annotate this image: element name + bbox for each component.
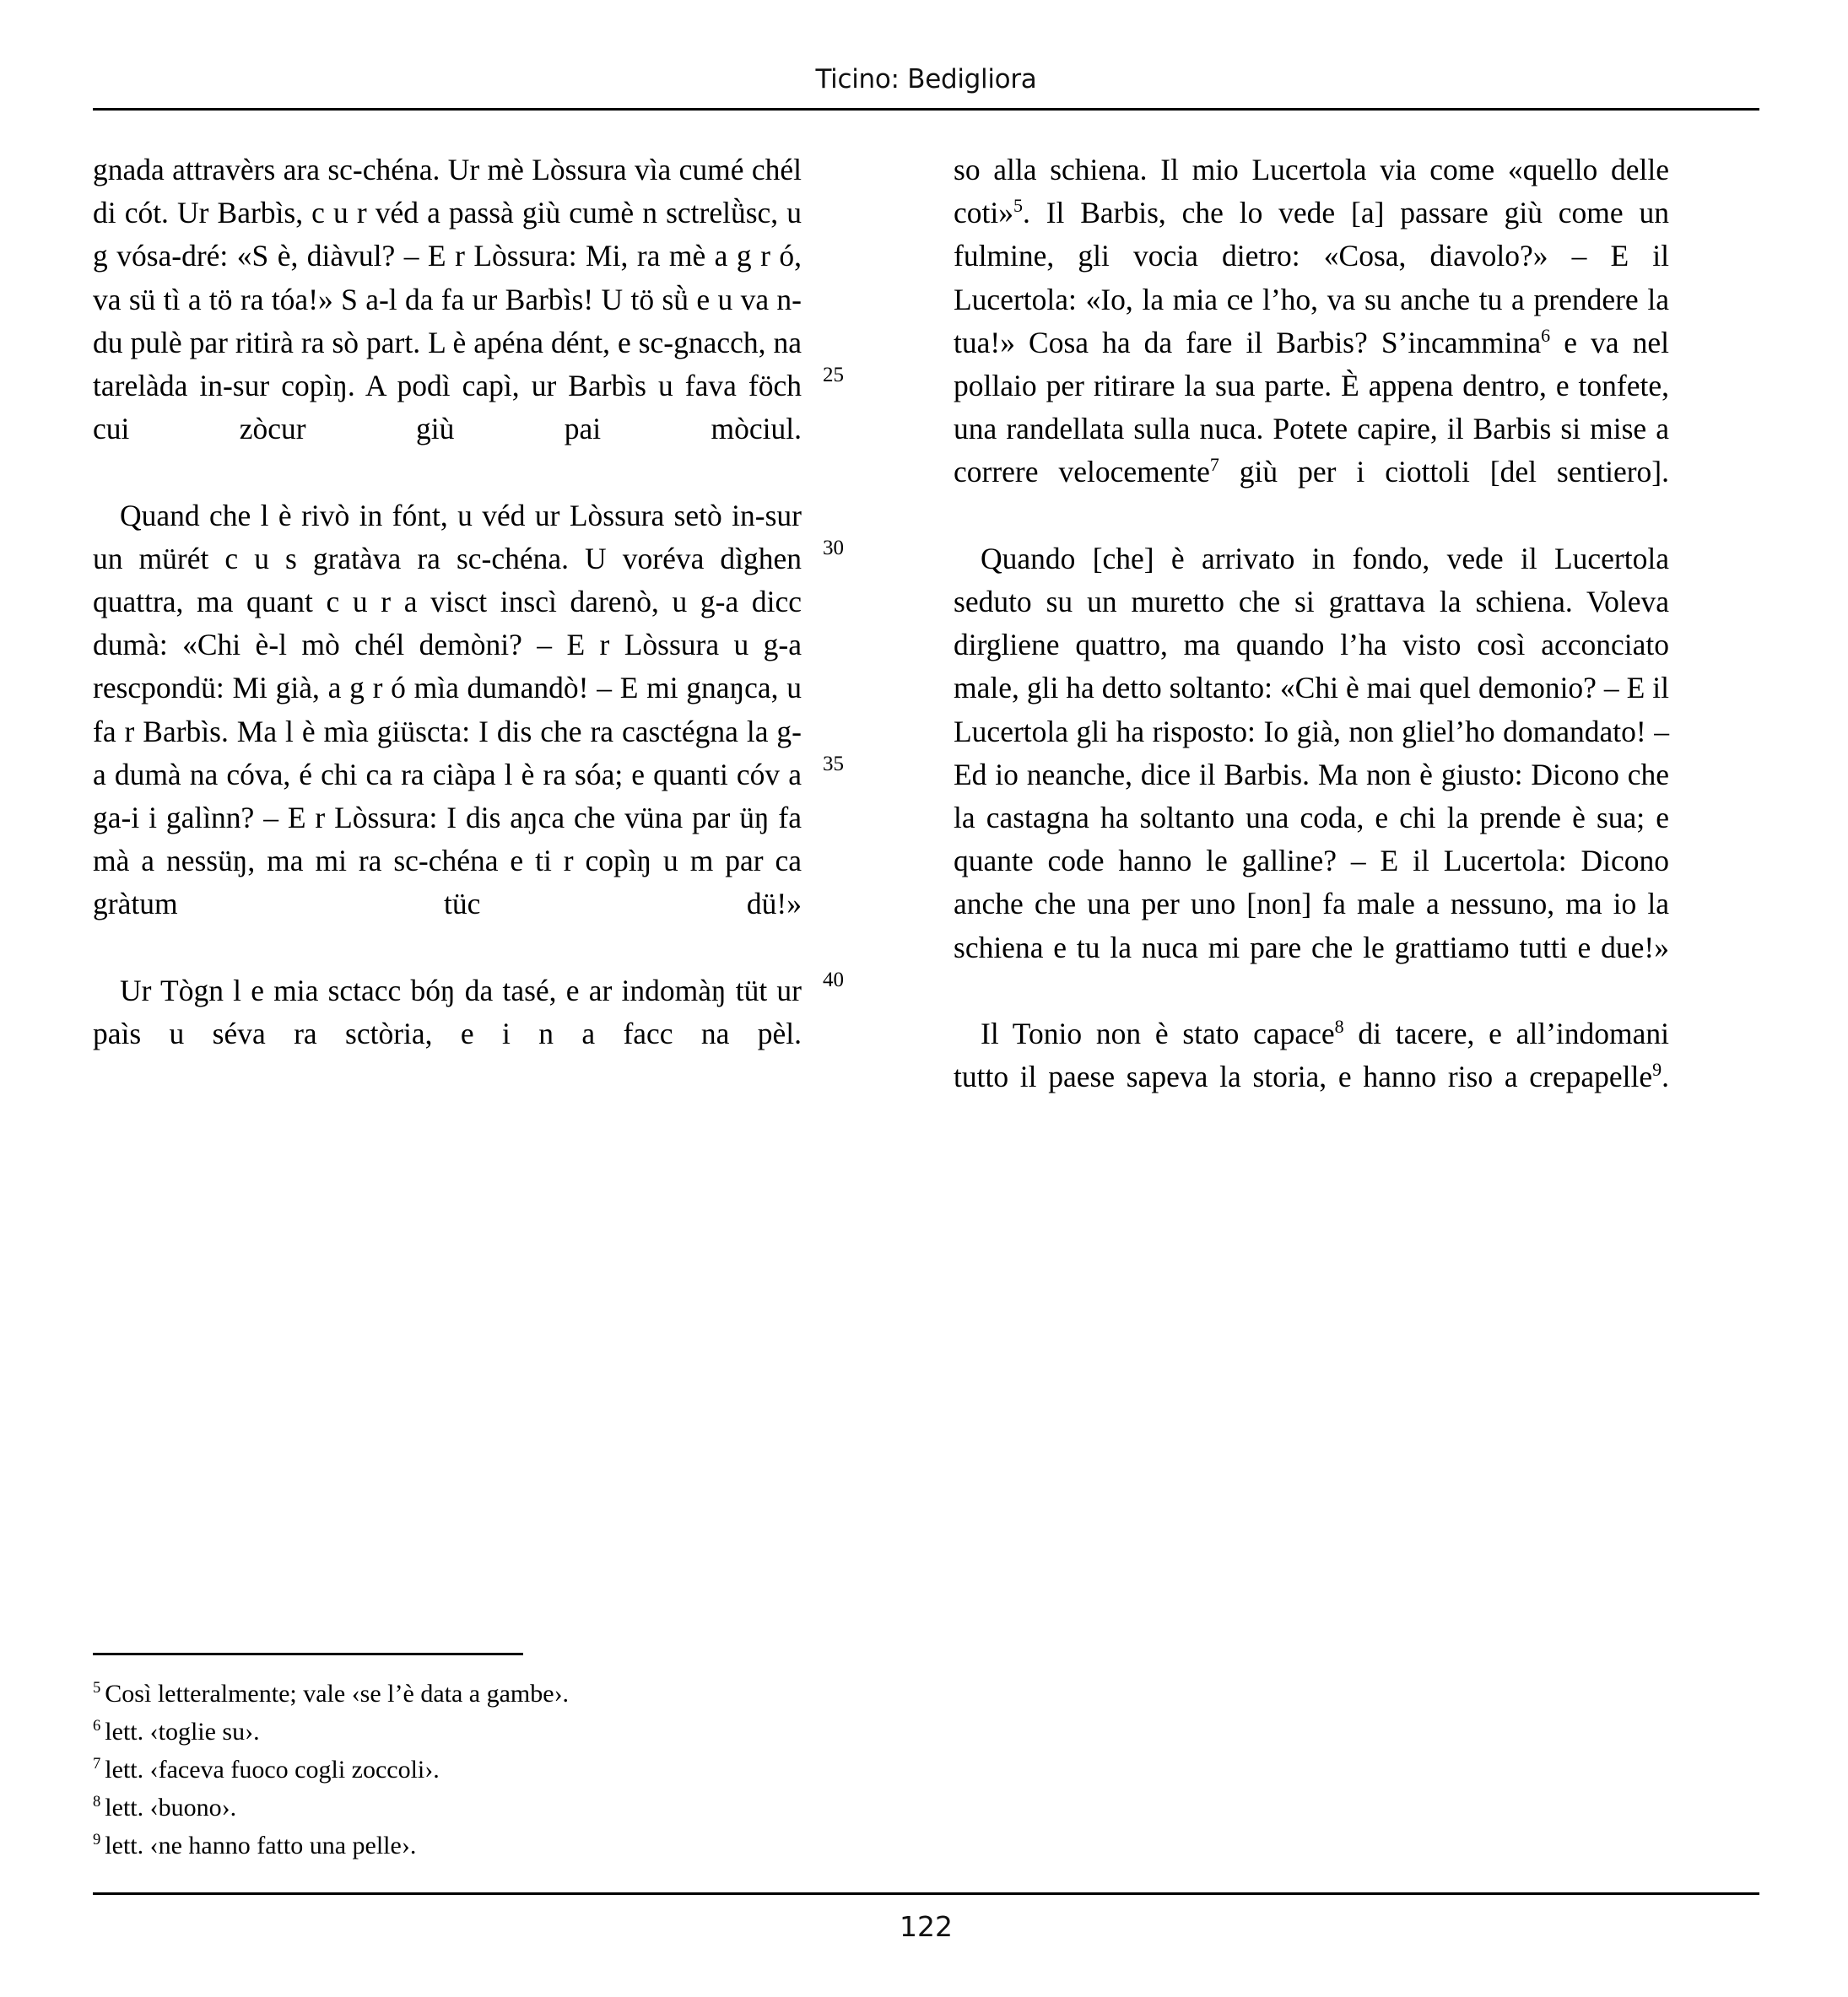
line-number: 25: [823, 364, 844, 386]
footnote-number: 7: [93, 1755, 101, 1773]
footnote-marker[interactable]: 6: [1541, 324, 1551, 346]
line-number: 35: [823, 753, 844, 775]
italian-paragraph: so alla schiena. Il mio Lucertola via come «quello delle coti»$^5$. Il Barbis, che lo vede [a] passare giù come un fulmine, gli vocia dietro: «Cosa, diavolo?» – E il Lucertola: «Io, la mia ce l’ho, va su anche tu a prendere la tua!» Cosa ha da fare il Barbis? S’incammina$^6$ e va nel pollaio per ritirare la sua parte. È appena dentro, e tonfete, una randellata sulla nuca. Potete capire, il Barbis si mise a correre velocemente$^7$ giù per i ciottoli [del sentiero].: [954, 153, 1670, 489]
dialect-paragraph: gnada attravèrs ara sc-chéna. Ur mè Lòssura vìa cumé chél di cót. Ur Barbìs, c u r véd a passà giù cumè n sctrelǜsc, u g vósa-dré: «S è, diàvul? – E r Lòssura: Mi, ra mè a g r ó, va sü tì a tö ra tóa!» S a-l da fa ur Barbìs! U tö sǜ e u va n-du pulè par ritirà ra sò part. L è apéna dént, e sc-gnacch, na tarelàda in-sur copìŋ. A podì capì, ur Barbìs u fava föch cui zòcur giù pai mòciul.: [93, 153, 802, 446]
footnote-item: [93, 1751, 1274, 1789]
footnote-separator-rule: [93, 1653, 523, 1655]
footnote-list: [93, 1675, 1274, 1865]
italian-paragraph: Quando [che] è arrivato in fondo, vede il Lucertola seduto su un muretto che si grattava la schiena. Voleva dirgliene quattro, ma quando l’ha visto così acconciato male, gli ha detto soltanto: «Chi è mai quel demonio? – E il Lucertola gli ha risposto: Io già, non gliel’ho domandato! – Ed io neanche, dice il Barbis. Ma non è giusto: Dicono che la castagna ha soltanto una coda, e chi la prende è sua; e quante code hanno le galline? – E il Lucertola: Dicono anche che una per uno [non] fa male a nessuno, ma io la schiena e tu la nuca mi pare che le grattiamo tutti e due!»: [954, 541, 1669, 964]
footer-rule: [93, 1892, 1759, 1895]
dialect-paragraph: Ur Tògn l e mia sctacc bóŋ da tasé, e ar indomàŋ tüt ur paìs u séva ra sctòria, e i n a facc na pèl.: [93, 973, 802, 1051]
column-italian: [954, 148, 1669, 1142]
footnote-item: [93, 1713, 1274, 1751]
footnote-item: [93, 1675, 1274, 1713]
footnote-marker[interactable]: 7: [1209, 454, 1219, 476]
dialect-paragraph: Quand che l è rivò in fónt, u véd ur Lòssura setò in-sur un mürét c u s gratàva ra sc-chéna. U voréva dìghen quattra, ma quant c u r a visct inscì darenò, u g-a dicc dumà: «Chi è-l mò chél demòni? – E r Lòssura u g-a rescpondü: Mi già, a g r ó mìa dumandò! – E mi gnaŋca, u fa r Barbìs. Ma l è mìa giüscta: I dis che ra casctégna la g-a dumà na cóva, é chi ca ra ciàpa l è ra sóa; e quanti cóv a ga-i i galìnn? – E r Lòssura: I dis aŋca che vüna par üŋ fa mà a nessüŋ, ma mi ra sc-chéna e ti r copìŋ u m par ca gràtum tüc dü!»: [93, 498, 802, 921]
page-number: 122: [900, 1910, 953, 1943]
footnote-text: Così letteralmente; vale ‹se l’è data a gambe›.: [105, 1680, 570, 1708]
footnote-marker[interactable]: 8: [1334, 1016, 1344, 1038]
footnote-text: lett. ‹buono›.: [105, 1794, 237, 1822]
footnote-text: lett. ‹faceva fuoco cogli zoccoli›.: [105, 1756, 440, 1784]
running-header: Ticino: Bedigliora: [815, 64, 1037, 94]
footnote-item: [93, 1789, 1274, 1827]
line-number: 40: [823, 969, 844, 991]
footnote-marker[interactable]: 9: [1652, 1059, 1662, 1081]
column-dialect: [93, 148, 802, 1098]
footnote-number: 6: [93, 1717, 101, 1735]
footnote-text: lett. ‹ne hanno fatto una pelle›.: [105, 1832, 417, 1859]
header-rule: [93, 108, 1759, 111]
footnote-item: [93, 1827, 1274, 1865]
footnote-number: 9: [93, 1831, 101, 1849]
footnote-number: 5: [93, 1679, 101, 1697]
footnote-marker[interactable]: 5: [1013, 195, 1023, 217]
footnote-number: 8: [93, 1793, 101, 1811]
footnote-text: lett. ‹toglie su›.: [105, 1718, 260, 1746]
italian-paragraph: Il Tonio non è stato capace$^8$ di tacere, e all’indomani tutto il paese sapeva la storia, e hanno riso a crepapelle$^9$.: [954, 1016, 1670, 1094]
line-number: 30: [823, 537, 844, 559]
